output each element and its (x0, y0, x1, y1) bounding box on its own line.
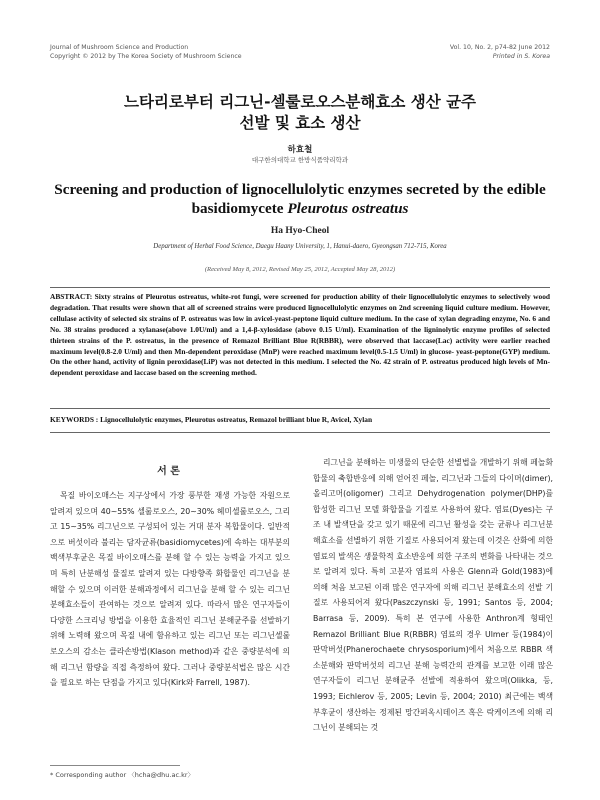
keywords-rule (50, 432, 550, 433)
english-author: Ha Hyo-Cheol (270, 226, 330, 236)
korean-title (0, 92, 600, 134)
journal-name: Journal of Mushroom Science and Production (50, 44, 189, 51)
copyright-line: Copyright © 2012 by The Korea Society of Mushroom Science (50, 52, 242, 60)
footnote-rule (50, 765, 180, 766)
body-column-left (50, 488, 290, 691)
korean-affiliation: 대구한의대학교 한방식품약리학과 (251, 156, 349, 164)
received-dates: (Received May 8, 2012, Revised May 25, 2012, Accepted May 28, 2012) (204, 266, 396, 273)
section-title-introduction: 서 론 (157, 466, 180, 477)
volume-header (450, 44, 550, 61)
english-title-main: Screening and production of lignocellulolytic enzymes secreted by the edible basidiomycete (54, 181, 546, 217)
korean-title-line1: 느타리로부터 리그닌-셀룰로오스분해효소 생산 균주 (123, 93, 477, 111)
english-affiliation: Department of Herbal Food Science, Daegu Haany University, 1, Hanui-daero, Gyeongsan 712-715, Korea (153, 243, 447, 250)
printed-in: Printed in S. Korea (492, 52, 550, 60)
abstract-top-rule (50, 287, 550, 288)
korean-title-line2: 선발 및 효소 생산 (239, 114, 361, 132)
english-title (40, 180, 560, 218)
volume-info: Vol. 10, No. 2, p74-82 June 2012 (449, 44, 550, 51)
corresponding-author-footnote: * Corresponding author 〈hcha@dhu.ac.kr〉 (50, 771, 195, 779)
intro-paragraph-2: 리그닌을 분해하는 미생물의 단순한 선별법을 개발하기 위해 페놀화합물의 축합반응에 의해 얻어진 페놀, 리그닌과 그들의 다이머(dimer), 올리고머(oligomer) 그리고 Dehydrogenation polymer(DHP)를 합성한 리그닌 모델 화합물을 기질로 사용하여 왔다. 염료(Dyes)는 구조 내 발색단을 갖고 있기 때문에 리그닌 활성을 갖는 균류나 리그닌분해효소를 선별하기 위한 기질로 사용되어져 왔는데 이것은 산화에 의한 염료의 발색은 생물학적 효소반응에 의한 구조의 변화를 나타내는 것으로 알려져 있다. 특히 고분자 염료의 사용은 Glenn과 Gold(1983)에 의해 처음 보고된 이래 많은 연구자에 의해 리그닌 분해효소의 선발 기질로 사용되어져 왔다(Paszczynski 등, 1991; Santos 등, 2004; Barrasa 등, 2009). 특히 본 연구에 사용한 Anthron계 형태인 Remazol Brilliant Blue R(RBBR) 염료의 경우 Ulmer 등(1984)이 판막버섯(Phanerochaete chrysosporium)에서 처음으로 RBBR 색소분해와 판막버섯의 리그닌 분해 능력간의 관계를 보고한 이래 많은 연구자들이 리그닌 분해균주 선발에 적용하여 왔으며(Olikka, 등, 1993; Eichlerov 등, 2005; Levin 등, 2004; 2010) 최근에는 백색부후균이 생산하는 정제된 망간퍼옥시데이즈 혹은 락케이즈에 의해 리그닌이 분해되는 것 (313, 458, 553, 733)
korean-author: 하효철 (287, 145, 313, 155)
english-title-species: Pleurotus ostreatus (287, 200, 409, 217)
abstract-bottom-rule (50, 408, 550, 409)
abstract-text: ABSTRACT: Sixty strains of Pleurotus ostreatus, white-rot fungi, were screened for production ability of their lignocellulolytic enzymes to selectively wood degradation. That results were shown that all of screened strains were produced lignocellulolytic enzymes on 2nd screening liquid culture medium. However, cellulase activity of selected six strains of P. ostreatus was low in avicel-yeast-peptone liquid culture medium. In the case of xylan degrading enzyme, No. 6 and No. 38 strains produced a xylanase(above 1.0U/ml) and a 1,4-β-xylosidase (above 0.15 U/ml). Examination of the ligninolytic enzyme profiles of selected thirteen strains of the P. ostreatus, in the presence of Remazol Brilliant Blue R(RBBR), were observed that laccase(Lac) activity were earlier reached maximum level(0.8-2.0 U/ml) and then Mn-dependent peroxidase (MnP) were reached maximum level(0.5-1.5 U/ml) in glucose- yeast-peptone(GYP) medium. On the other hand, activity of lignin peroxidase(LiP) was not detected in this medium. I selected the No. 42 strain of P. ostreatus produced high levels of Mn-dependent peroxidase and laccase based on the screening method. (50, 292, 550, 378)
keywords-line: KEYWORDS : Lignocellulolytic enzymes, Pleurotus ostreatus, Remazol brilliant blue R, Avicel, Xylan (50, 415, 373, 424)
journal-header (50, 44, 242, 61)
body-column-right (313, 455, 553, 736)
intro-paragraph-1: 목질 바이오매스는 지구상에서 가장 풍부한 재생 가능한 자원으로 알려져 있으며 40~55% 셀룰로오스, 20~30% 헤미셀룰로오스, 그리고 15~35% 리그닌으로 구성되어 있는 거대 분자 복합물이다. 일반적으로 버섯이라 불리는 담자균류(basidiomycetes)에 속하는 대부분의 백색부후균은 목질 바이오매스를 분해 할 수 있는 능력을 가지고 있으며 특히 난분해성 물질로 알려져 있는 다방향족 화합물인 리그닌을 분해할 수 있으며 이러한 분해과정에서 리그닌을 분해 할 수 있는 리그닌 분해효소들이 관여하는 것으로 알려져 있다. 따라서 많은 연구자들이 다양한 스크리닝 방법을 이용한 효율적인 리그닌 분해균주를 선발하기 위해 노력해 왔으며 목질 내에 함유하고 있는 리그닌 또는 리그닌셀룰로오스의 감소는 클라손방법(Klason method)과 같은 중량분석에 의해 리그닌 함량을 직접 측정하여 왔다. 그러나 중량분석법은 많은 시간을 필요로 하는 단점을 가지고 있다(Kirk와 Farrell, 1987). (50, 491, 290, 688)
